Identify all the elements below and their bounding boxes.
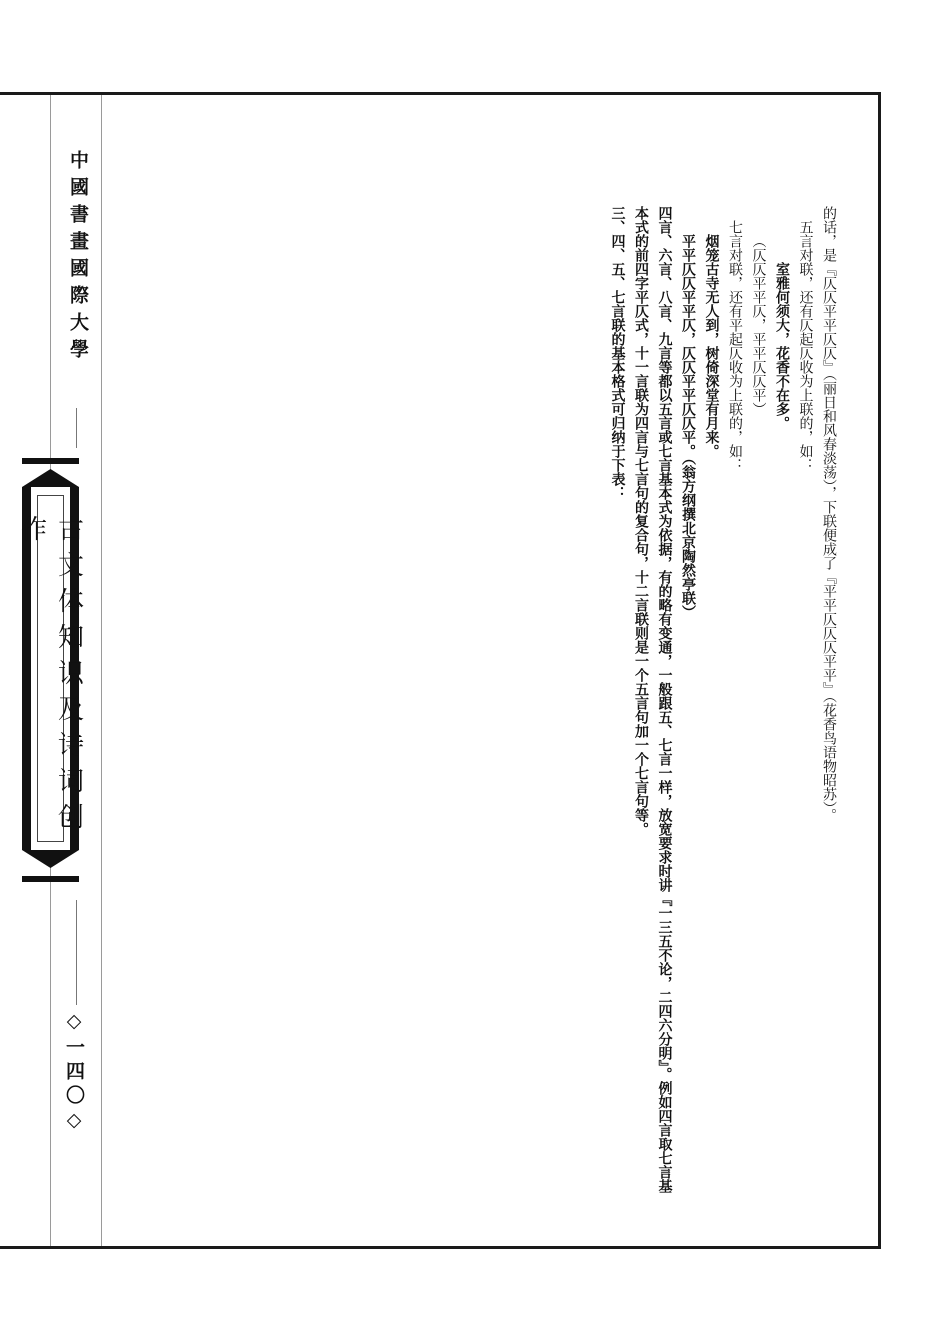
example-couplet: 烟笼古寺无人到，树倚深堂有月来。 — [703, 234, 720, 458]
title-ornament-top — [22, 458, 79, 464]
book-title-cartouche — [16, 487, 84, 850]
example-couplet: 室雅何须大，花香不在多。 — [774, 262, 790, 430]
paragraph: 七言对联，还有平起仄收为上联的，如： — [727, 220, 743, 472]
paragraph: 的话，是『仄仄平平仄仄』（丽日和风春淡荡），下联便成了『平平仄仄仄平平』（花香鸟语物昭苏）。 — [821, 206, 837, 822]
paragraph: 五言对联，还有仄起仄收为上联的，如： — [797, 220, 814, 472]
main-text — [560, 206, 840, 1206]
page-number: ◇一四〇◇ — [63, 1010, 85, 1136]
paragraph: 四言、六言、八言、九言等都以五言或七言基本式为依据，有的略有变通，一般跟五、七言一样，放宽要求时讲『一三五不论，二四六分明』。例如四言取七言基本式的前四字平仄式，十一言联为四言与七言句的复合句，十二言联则是一个五言句加一个七言句等。 — [633, 206, 673, 1193]
paragraph: 三、四、五、七言联的基本格式可归纳于下表： — [609, 206, 626, 500]
book-title: 古文体知识及诗词创作 — [16, 515, 84, 839]
margin-line-inner — [101, 95, 102, 1246]
title-ornament-bottom — [22, 876, 79, 882]
divider-line — [76, 900, 77, 1005]
university-name: 中國書畫國際大學 — [67, 150, 89, 366]
tone-pattern: （仄仄平平仄，平平仄仄平） — [750, 234, 767, 416]
tone-pattern: 平平仄仄平平仄，仄仄平平仄仄平。（翁方纲撰北京陶然亭联） — [680, 234, 696, 619]
divider-line — [76, 408, 77, 448]
